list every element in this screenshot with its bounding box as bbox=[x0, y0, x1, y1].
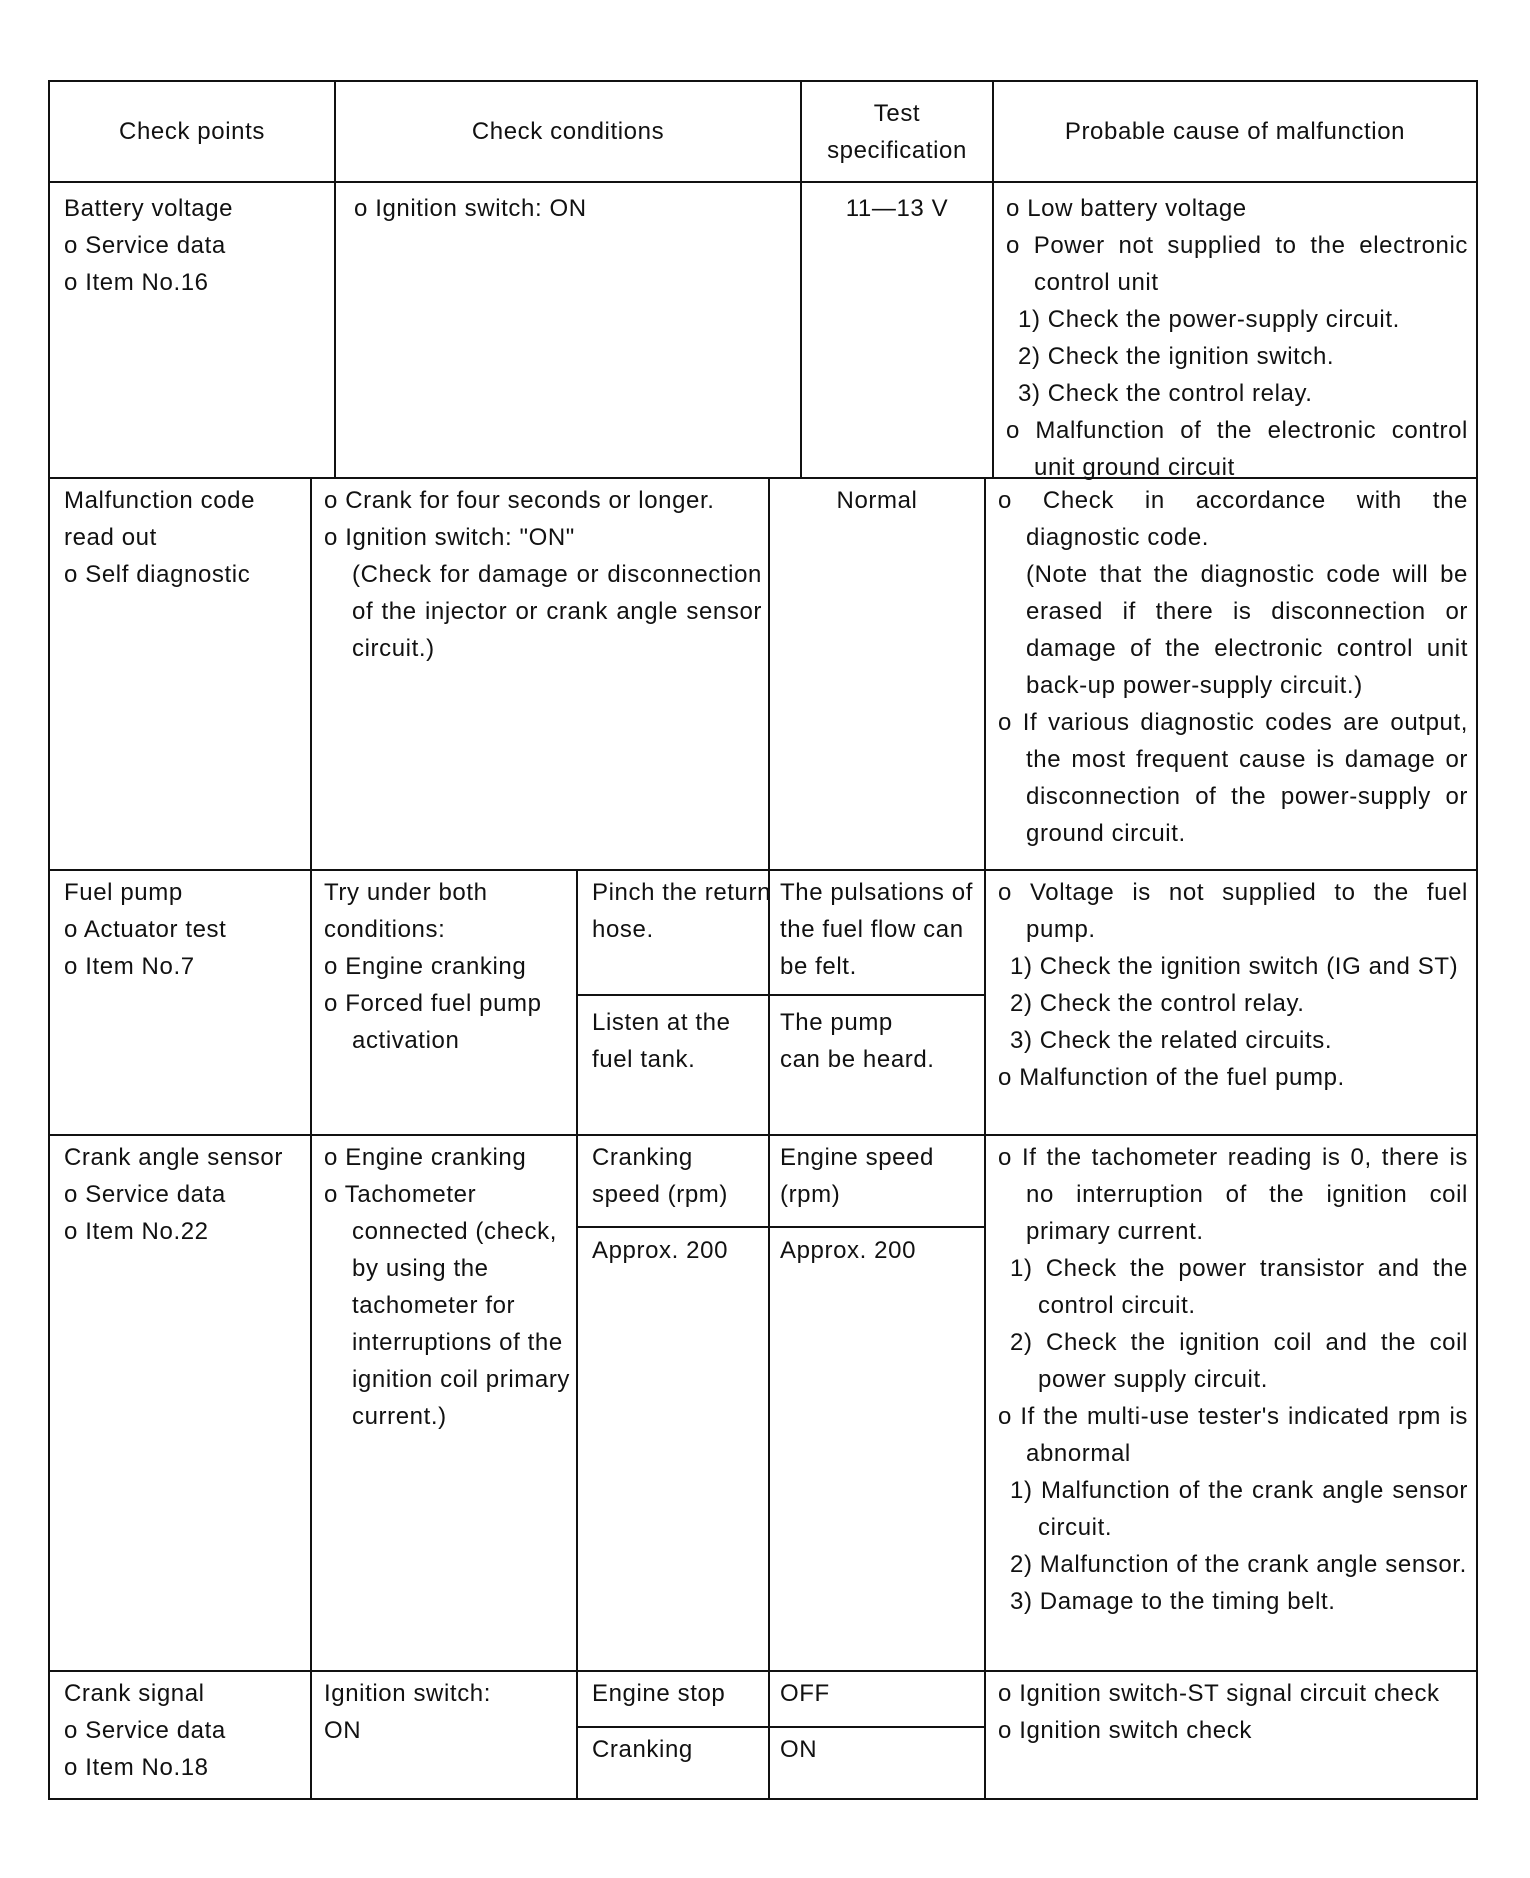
crank-signal-sub-check-1 bbox=[592, 1675, 772, 1712]
crank-signal-points-line: o Item No.18 bbox=[64, 1754, 209, 1781]
rule-header bbox=[48, 181, 1478, 183]
header-check-conditions bbox=[336, 82, 800, 181]
malfunction-causes bbox=[998, 482, 1468, 852]
fuel-pump-sub-spec-1 bbox=[780, 874, 976, 985]
fuel-pump-sub-check-1 bbox=[592, 874, 772, 948]
cause-subitem: 1) Check the power-supply circuit. bbox=[1018, 306, 1400, 333]
crank-signal-conditions bbox=[324, 1675, 524, 1749]
battery-conditions bbox=[354, 190, 794, 227]
malfunction-points bbox=[64, 482, 304, 593]
crank-angle-points bbox=[64, 1139, 310, 1250]
crank-angle-sub-header-spec bbox=[780, 1139, 960, 1213]
crank-signal-sub-spec-1 bbox=[780, 1675, 976, 1712]
header-probable-cause-label: Probable cause of malfunction bbox=[1064, 118, 1406, 145]
condition-note: (Check for damage or disconnection of the injector or crank angle sensor circuit.) bbox=[352, 561, 762, 662]
rule-crank-sub bbox=[576, 1226, 984, 1228]
cause-subitem: 3) Check the related circuits. bbox=[1010, 1027, 1333, 1054]
rule-fuel-sub bbox=[576, 994, 984, 996]
cause-item: o Malfunction of the electronic control unit ground circuit bbox=[1006, 417, 1468, 481]
sub-spec-text: The pulsations of the fuel flow can be felt. bbox=[780, 879, 973, 980]
rule-signal-sub bbox=[576, 1726, 984, 1728]
malfunction-spec-value: Normal bbox=[836, 487, 918, 514]
cause-note: (Note that the diagnostic code will be erased if there is disconnection or damage of the electronic control unit back-up power-supply circuit.) bbox=[1026, 561, 1468, 699]
fuel-pump-conditions bbox=[324, 874, 570, 1059]
rule-row4 bbox=[48, 1670, 1478, 1672]
sub-spec-text: Engine speed (rpm) bbox=[780, 1144, 934, 1208]
fuel-pump-sub-spec-2 bbox=[780, 1004, 940, 1078]
sub-spec-text: OFF bbox=[780, 1680, 830, 1707]
malfunction-points-line: o Self diagnostic bbox=[64, 561, 251, 588]
condition-item: o Ignition switch: "ON" bbox=[324, 524, 575, 551]
rule-row3 bbox=[48, 1134, 1478, 1136]
header-test-specification bbox=[802, 82, 992, 181]
cause-item: o If the multi-use tester's indicated rpm is abnormal bbox=[998, 1403, 1468, 1467]
malfunction-spec bbox=[770, 482, 984, 519]
fuel-pump-causes bbox=[998, 874, 1468, 1096]
sub-spec-text: ON bbox=[780, 1736, 818, 1763]
cause-subitem: 2) Malfunction of the crank angle sensor. bbox=[1010, 1551, 1467, 1578]
cause-item: o Power not supplied to the electronic control unit bbox=[1006, 232, 1468, 296]
crank-angle-conditions bbox=[324, 1139, 570, 1435]
fuel-pump-points-line: o Item No.7 bbox=[64, 953, 195, 980]
sub-spec-value: Approx. 200 bbox=[780, 1237, 917, 1264]
crank-angle-points-line: o Item No.22 bbox=[64, 1218, 209, 1245]
cause-subitem: 1) Malfunction of the crank angle sensor circuit. bbox=[1010, 1477, 1468, 1541]
sub-check-text: Engine stop bbox=[592, 1680, 726, 1707]
sub-check-text: Cranking speed (rpm) bbox=[592, 1144, 728, 1208]
condition-line: Ignition switch: ON bbox=[324, 1680, 492, 1744]
fuel-pump-points-title: Fuel pump bbox=[64, 879, 183, 906]
sub-check-text: Listen at the fuel tank. bbox=[592, 1009, 731, 1073]
rule-right bbox=[1476, 80, 1478, 1800]
header-probable-cause bbox=[994, 82, 1476, 181]
battery-points bbox=[64, 190, 326, 301]
cause-item: o Ignition switch-ST signal circuit check bbox=[998, 1680, 1440, 1707]
cause-subitem: 1) Check the ignition switch (IG and ST) bbox=[1010, 953, 1459, 980]
crank-angle-sub-header-check bbox=[592, 1139, 742, 1213]
malfunction-conditions bbox=[324, 482, 762, 667]
crank-signal-points bbox=[64, 1675, 304, 1786]
fuel-pump-points bbox=[64, 874, 304, 985]
cause-subitem: 1) Check the power transistor and the control circuit. bbox=[1010, 1255, 1468, 1319]
cause-subitem: 2) Check the control relay. bbox=[1010, 990, 1305, 1017]
rule-col3-bottom bbox=[984, 477, 986, 1800]
cause-item: o If the tachometer reading is 0, there is no interruption of the ignition coil primary current. bbox=[998, 1144, 1468, 1245]
malfunction-points-title: Malfunction code read out bbox=[64, 487, 256, 551]
fuel-pump-points-line: o Actuator test bbox=[64, 916, 227, 943]
cause-item: o If various diagnostic codes are output, the most frequent cause is damage or disconnection of the power-supply or ground circuit. bbox=[998, 709, 1468, 847]
cause-item: o Malfunction of the fuel pump. bbox=[998, 1064, 1345, 1091]
rule-subcol bbox=[576, 869, 578, 1800]
cause-subitem: 2) Check the ignition coil and the coil power supply circuit. bbox=[1010, 1329, 1468, 1393]
check-table bbox=[48, 80, 1478, 1800]
rule-col1-bottom bbox=[310, 477, 312, 1800]
cause-subitem: 3) Damage to the timing belt. bbox=[1010, 1588, 1336, 1615]
header-test-spec-line2: specification bbox=[827, 136, 967, 164]
battery-points-line: o Service data bbox=[64, 232, 226, 259]
condition-item: o Engine cranking bbox=[324, 953, 527, 980]
rule-row2 bbox=[48, 869, 1478, 871]
rule-bottom bbox=[48, 1798, 1478, 1800]
crank-angle-points-title: Crank angle sensor bbox=[64, 1144, 283, 1171]
fuel-pump-sub-check-2 bbox=[592, 1004, 772, 1078]
cause-subitem: 3) Check the control relay. bbox=[1018, 380, 1313, 407]
rule-left bbox=[48, 80, 50, 1800]
header-check-points bbox=[50, 82, 334, 181]
battery-spec-value: 11—13 V bbox=[845, 195, 949, 222]
crank-angle-points-line: o Service data bbox=[64, 1181, 226, 1208]
cause-item: o Check in accordance with the diagnostic code. bbox=[998, 487, 1468, 551]
condition-item: o Forced fuel pump activation bbox=[324, 990, 542, 1054]
header-test-spec-line1: Test bbox=[873, 99, 921, 127]
crank-angle-sub-value-check bbox=[592, 1232, 772, 1269]
battery-points-line: o Item No.16 bbox=[64, 269, 209, 296]
cause-item: o Ignition switch check bbox=[998, 1717, 1252, 1744]
rule-col2-bottom bbox=[768, 477, 770, 1800]
condition-item: o Engine cranking bbox=[324, 1144, 527, 1171]
condition-item: o Crank for four seconds or longer. bbox=[324, 487, 715, 514]
sub-check-value: Approx. 200 bbox=[592, 1237, 729, 1264]
crank-signal-points-title: Crank signal bbox=[64, 1680, 205, 1707]
battery-spec bbox=[802, 190, 992, 227]
sub-check-text: Cranking bbox=[592, 1736, 693, 1763]
header-check-points-label: Check points bbox=[119, 118, 265, 145]
crank-signal-points-line: o Service data bbox=[64, 1717, 226, 1744]
battery-condition-line: o Ignition switch: ON bbox=[354, 195, 587, 222]
crank-signal-sub-spec-2 bbox=[780, 1731, 976, 1768]
crank-angle-causes bbox=[998, 1139, 1468, 1620]
crank-signal-causes bbox=[998, 1675, 1468, 1749]
cause-item: o Voltage is not supplied to the fuel pump. bbox=[998, 879, 1468, 943]
header-check-conditions-label: Check conditions bbox=[471, 118, 665, 145]
battery-causes bbox=[1006, 190, 1468, 486]
cause-item: o Low battery voltage bbox=[1006, 195, 1247, 222]
battery-points-title: Battery voltage bbox=[64, 195, 234, 222]
condition-line: Try under both conditions: bbox=[324, 879, 488, 943]
condition-item: o Tachometer connected (check, by using the tachometer for interruptions of the ignition coil primary current.) bbox=[324, 1181, 571, 1430]
sub-check-text: Pinch the return hose. bbox=[592, 879, 772, 943]
crank-signal-sub-check-2 bbox=[592, 1731, 772, 1768]
crank-angle-sub-value-spec bbox=[780, 1232, 976, 1269]
sub-spec-text: The pump can be heard. bbox=[780, 1009, 935, 1073]
cause-subitem: 2) Check the ignition switch. bbox=[1018, 343, 1335, 370]
